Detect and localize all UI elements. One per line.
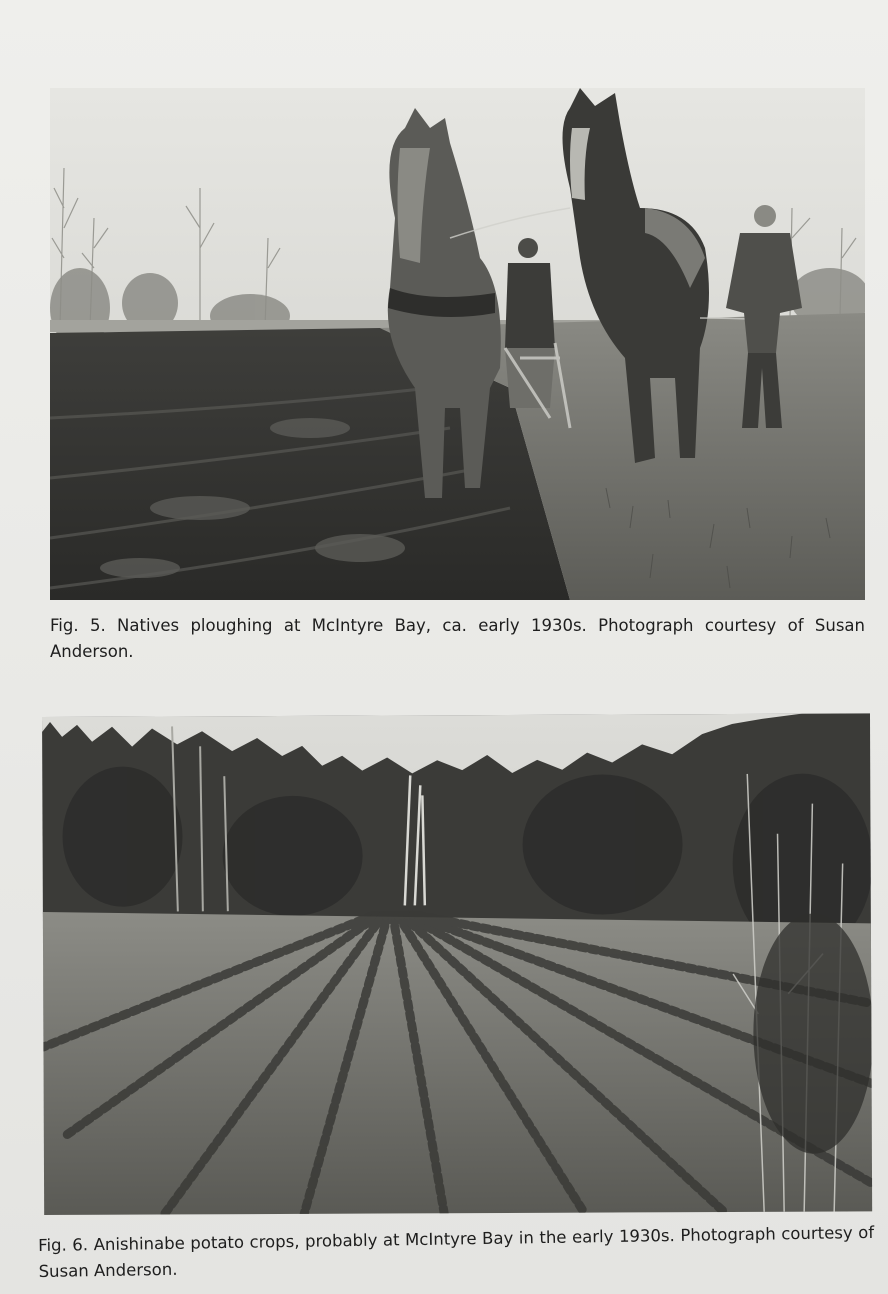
fig6-photograph bbox=[42, 713, 872, 1215]
fig5-caption: Fig. 5. Natives ploughing at McIntyre Bay, ca. early 1930s. Photograph courtesy of Susan Anderson. bbox=[50, 616, 865, 661]
fig6-caption: Fig. 6. Anishinabe potato crops, probably at McIntyre Bay in the early 1930s. Photograph courtesy of Susan Anderson. bbox=[38, 1222, 875, 1281]
fig6-photo-image bbox=[42, 713, 872, 1215]
fig5-ploughman bbox=[505, 238, 555, 408]
fig5-photo-image bbox=[50, 88, 865, 600]
fig5-photograph bbox=[50, 88, 865, 600]
